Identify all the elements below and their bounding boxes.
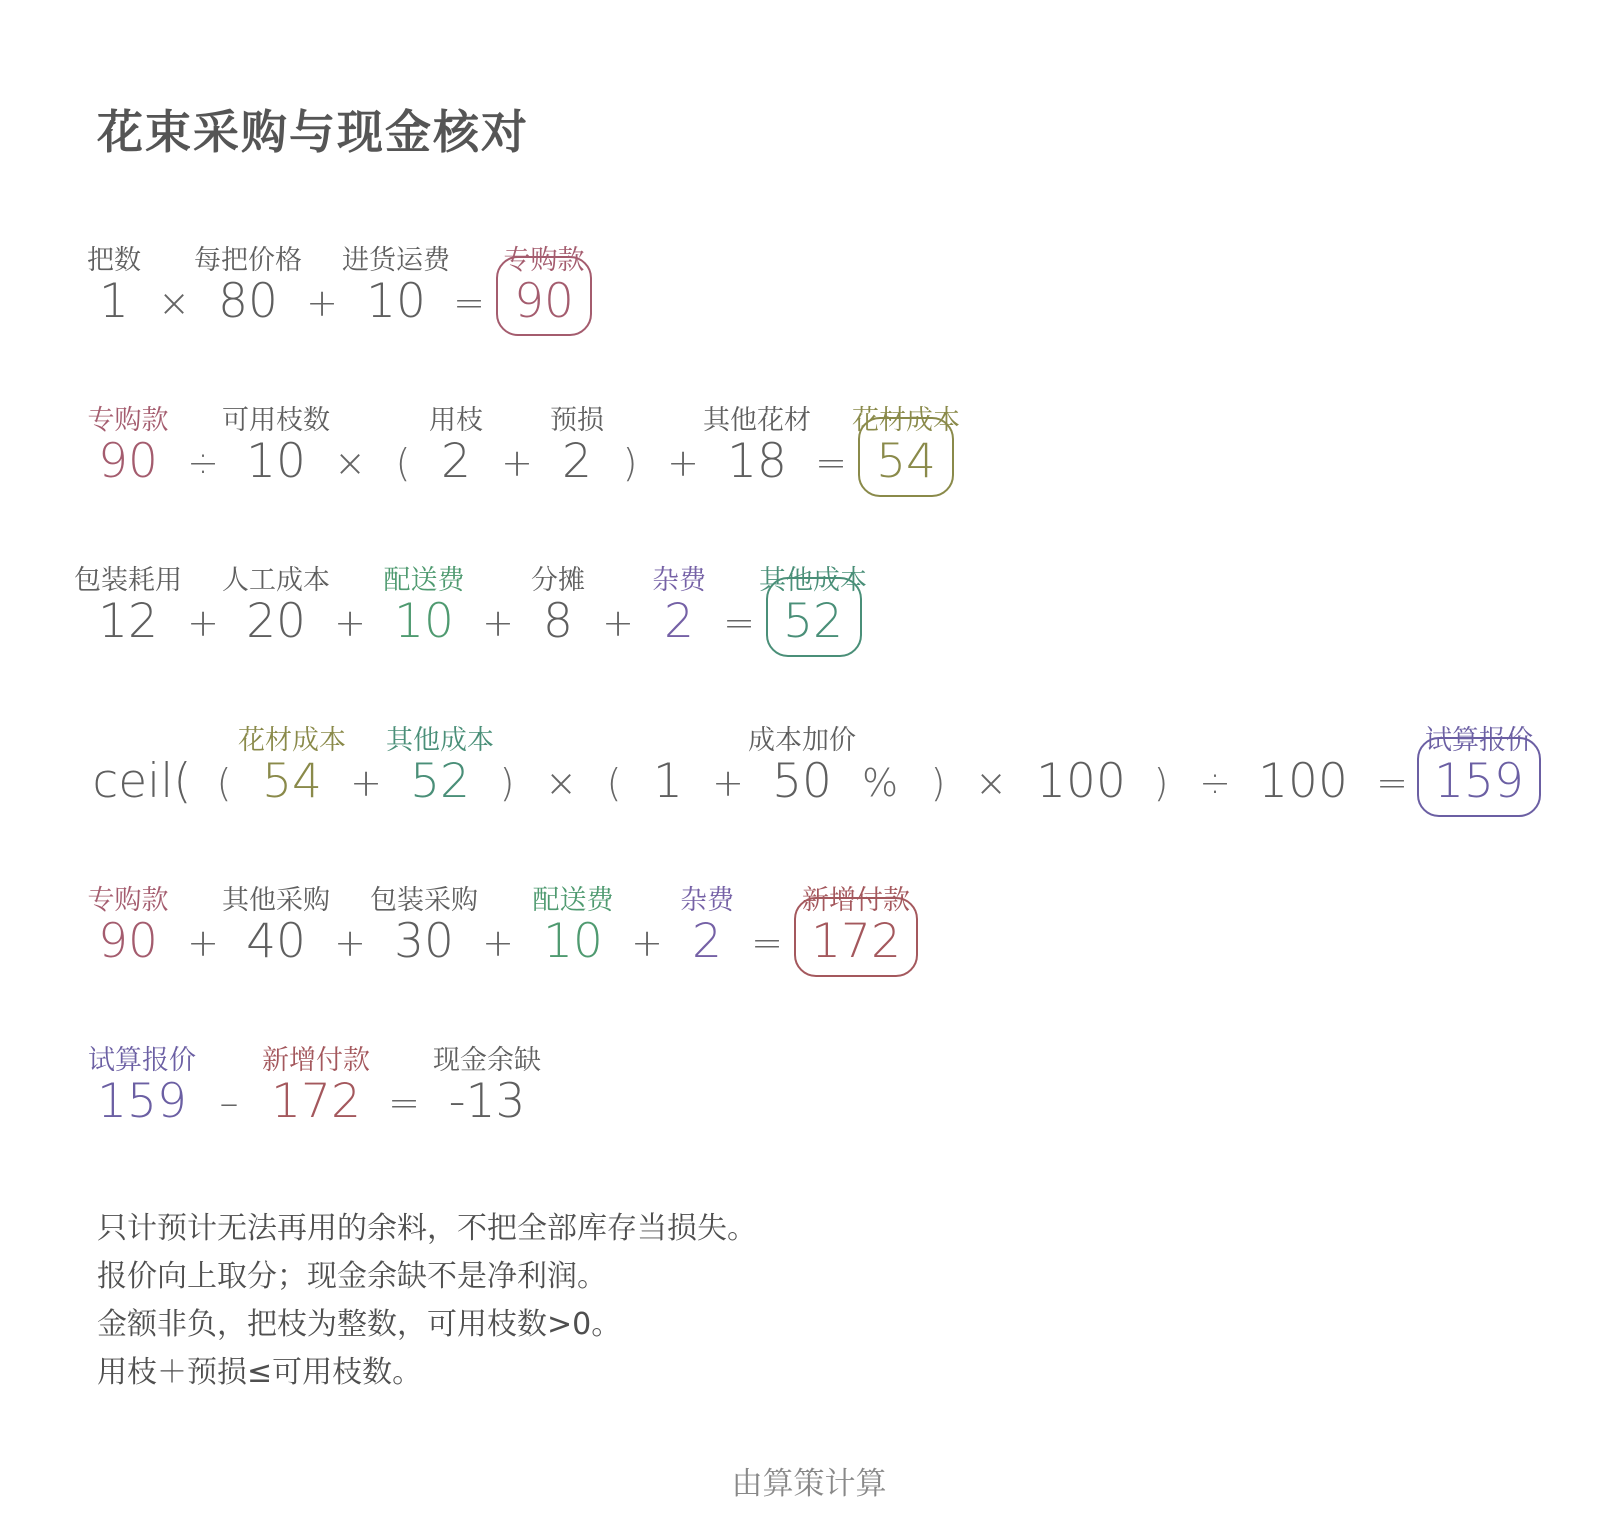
variable-label: 用枝 [429, 405, 483, 436]
value: 50 [772, 754, 832, 809]
variable-label: 人工成本 [222, 565, 330, 596]
operator: ÷ [1199, 761, 1231, 805]
footer-credit: 由算策计算 [731, 1466, 887, 1502]
value: 80 [218, 274, 278, 329]
value: 2 [562, 434, 592, 489]
operator: + [187, 921, 219, 965]
operator: + [334, 601, 366, 645]
variable-label: 花材成本 [852, 405, 960, 436]
variable-label: 新增付款 [262, 1045, 370, 1076]
variable-label: 专购款 [87, 405, 169, 436]
variable-label: 配送费 [532, 885, 614, 916]
result-box [794, 897, 918, 977]
variable-label: 花材成本 [238, 725, 346, 756]
value: 172 [271, 1074, 361, 1129]
operator: ( [606, 761, 622, 805]
variable-label: 专购款 [87, 885, 169, 916]
value: 18 [727, 434, 787, 489]
operator: ) [930, 761, 946, 805]
variable-label: 试算报价 [88, 1045, 196, 1076]
value: 10 [246, 434, 306, 489]
operator: = [815, 441, 847, 485]
value: 12 [98, 594, 158, 649]
variable-label: 现金余缺 [433, 1045, 541, 1076]
result-box [1417, 737, 1541, 817]
operator: × [975, 761, 1007, 805]
operator: × [334, 441, 366, 485]
operator: = [388, 1081, 420, 1125]
operator: + [334, 921, 366, 965]
value: ceil( [92, 754, 192, 809]
variable-label: 其他花材 [703, 405, 811, 436]
operator: + [482, 601, 514, 645]
value: 10 [394, 594, 454, 649]
value: 2 [664, 594, 694, 649]
operator: + [667, 441, 699, 485]
variable-label: 新增付款 [802, 885, 910, 916]
variable-label: 其他采购 [222, 885, 330, 916]
value: 54 [876, 434, 936, 489]
value: 20 [246, 594, 306, 649]
value: 90 [98, 434, 158, 489]
variable-label: 配送费 [383, 565, 465, 596]
variable-label: 可用枝数 [222, 405, 330, 436]
notes [97, 1205, 757, 1397]
value: 100 [1258, 754, 1348, 809]
variable-label: 把数 [87, 245, 141, 276]
operator: = [1376, 761, 1408, 805]
operator: + [187, 601, 219, 645]
value: 2 [441, 434, 471, 489]
value: 159 [97, 1074, 187, 1129]
result-box [766, 577, 862, 657]
operator: = [751, 921, 783, 965]
operator: – [219, 1081, 239, 1125]
value: 100 [1036, 754, 1126, 809]
value: 10 [366, 274, 426, 329]
operator: × [158, 281, 190, 325]
operator: ) [499, 761, 515, 805]
operator: = [453, 281, 485, 325]
variable-label: 预损 [550, 405, 604, 436]
variable-label: 其他成本 [759, 565, 867, 596]
value: 172 [811, 914, 901, 969]
value: 52 [410, 754, 470, 809]
variable-label: 杂费 [680, 885, 734, 916]
value: 54 [262, 754, 322, 809]
variable-label: 其他成本 [386, 725, 494, 756]
note-line: 金额非负，把枝为整数，可用枝数>0。 [97, 1307, 622, 1342]
operator: ÷ [187, 441, 219, 485]
result-box [496, 256, 592, 336]
variable-label: 分摊 [531, 565, 585, 596]
operator: ( [216, 761, 232, 805]
value: -13 [448, 1074, 526, 1129]
operator: ( [395, 441, 411, 485]
variable-label: 每把价格 [194, 245, 302, 276]
value: 2 [692, 914, 722, 969]
value: 159 [1434, 754, 1524, 809]
operator: + [602, 601, 634, 645]
operator: + [482, 921, 514, 965]
variable-label: 包装耗用 [74, 565, 182, 596]
value: 1 [653, 754, 683, 809]
note-line: 用枝＋预损≤可用枝数。 [97, 1355, 423, 1390]
value: 40 [246, 914, 306, 969]
operator: + [631, 921, 663, 965]
operator: = [723, 601, 755, 645]
operator: + [350, 761, 382, 805]
value: 90 [514, 274, 574, 329]
variable-label: 专购款 [503, 245, 585, 276]
variable-label: 杂费 [652, 565, 706, 596]
value: 52 [783, 594, 843, 649]
operator: % [861, 761, 899, 805]
value: 90 [98, 914, 158, 969]
note-line: 只计预计无法再用的余料，不把全部库存当损失。 [97, 1211, 757, 1246]
operator: + [501, 441, 533, 485]
value: 30 [394, 914, 454, 969]
operator: × [545, 761, 577, 805]
operator: ) [1153, 761, 1169, 805]
variable-label: 成本加价 [748, 725, 856, 756]
page-title: 花束采购与现金核对 [97, 105, 529, 159]
value: 1 [99, 274, 129, 329]
variable-label: 包装采购 [370, 885, 478, 916]
variable-label: 进货运费 [342, 245, 450, 276]
note-line: 报价向上取分；现金余缺不是净利润。 [97, 1259, 607, 1294]
value: 8 [543, 594, 573, 649]
operator: ) [622, 441, 638, 485]
result-box [858, 417, 954, 497]
value: 10 [543, 914, 603, 969]
variable-label: 试算报价 [1425, 725, 1533, 756]
operator: + [712, 761, 744, 805]
operator: + [306, 281, 338, 325]
